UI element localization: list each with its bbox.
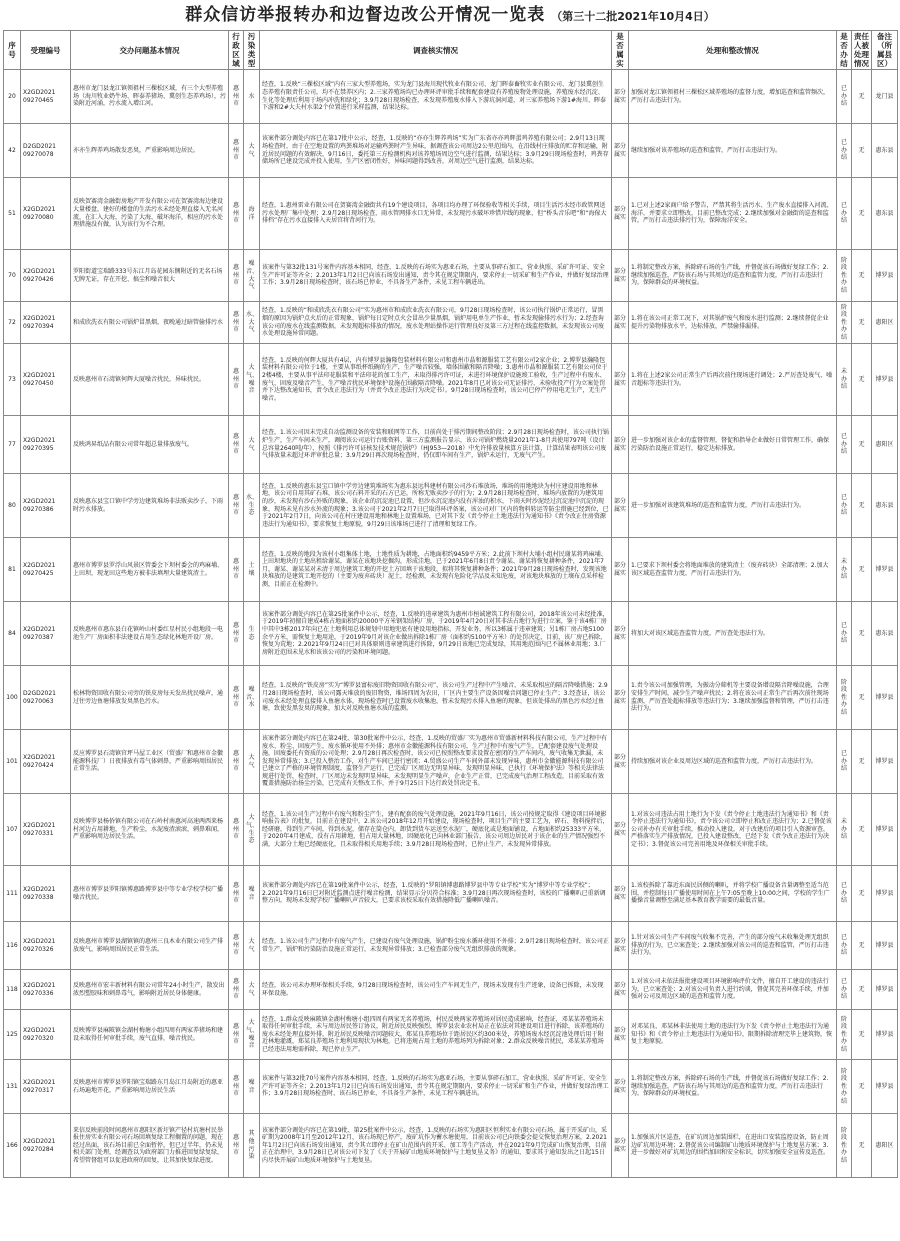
- region-cell: 惠州市: [229, 970, 244, 1010]
- rectification-text: 1.将在上述2家公司正常生产后再次前往现场进行调处；2.严厉查处废气、噪音超标等违法行为。: [629, 344, 837, 416]
- table-row: [4, 1010, 898, 1060]
- acceptance-id: X2GD2021 09270426: [21, 250, 71, 302]
- responsible-person-status: 无: [852, 302, 872, 344]
- issue-summary: 反映惠州市宏丰新材料有限公司常年24小时生产，散发出浓烈塑胶味和刺鼻毒气，影响附近居民身体健康。: [71, 970, 229, 1010]
- region-cell: 惠州市: [229, 1060, 244, 1114]
- completion-status: 已办结: [837, 970, 852, 1010]
- acceptance-id: X2GD2021 09270331: [21, 794, 71, 866]
- pollution-type: 噪音: [244, 866, 260, 922]
- region-cell: 惠州市: [229, 730, 244, 794]
- responsible-person-status: 无: [852, 1060, 872, 1114]
- acceptance-id: X2GD2021 09270424: [21, 730, 71, 794]
- issue-summary: 反映惠东县宝口镇中学旁边建筑堆场非法贩卖沙子，下雨时污水排放。: [71, 474, 229, 538]
- completion-status: 未办结: [837, 344, 852, 416]
- county-note: 博罗县: [872, 250, 898, 302]
- pollution-type: 大气: [244, 730, 260, 794]
- table-row: [4, 302, 898, 344]
- acceptance-id: X2GD2021 09270284: [21, 1114, 71, 1178]
- investigation-text: 经查，1.反映的何辉大厦共有4层，内有博罗县瀚隆包装材料有限公司和惠州市晶和源服装工艺有限公司2家企业；2.博罗县瀚隆包装材料有限公司位于1楼，主要从事纸杯纸碗的生产，生产噪音较强，墙体围蔽和隔音降噪；3.惠州市晶和源服装工艺有限公司位于2楼4楼，主要从事平法印花服装和平法印花的加工生产，未取得排污许可证，未进行环境保护设施竣工验收，生产过程中有废水、废气、固废及噪音产生，生产噪音扰民环境保护设施在围蔽隔音降噪。2021年8月已对该公司无证排污、未验收投产行为立案处罚并下达整改通知书，责令改正违法行为（并责令改正违法行为决定书）。9月28日现场检查时，该公司已停产停用电无生产，无生产噪音。: [260, 344, 612, 416]
- investigation-text: 经查，1.反映的惠东县宝口镇中学旁边建筑堆场实为惠东县远科建材有限公司沙石堆放场，堆场的用地地块为村庄建设用地和林地，该公司自用其矿石堆，该公司石料开采的石方已运，所称无贩卖沙子的行为；2.9月28日现场检查时，堆场内放置的为建筑用的沙，未发现有沙石外贩的现象，该企业的沉淀池已设置，但沙水沉淀池内没有浑浊的积水，下雨天时沙泥经过沉淀池中沉淀的现象，现场未见有沙水外流的现象；3.该公司于2021年2月7日已取得环评备案，该公司对厂区内的物料转运等防尘措施已经到位，已于2021年2月7日，向该公司在村庄建设用地和林地上设置堆场，已对其下发《责令停止土地违法行为通知书》《责令改正住房资源违法行为通知书》，要求恢复土地原貌，9月29日该堆场已进行了清理和复绿工作。: [260, 474, 612, 538]
- region-cell: 惠州市: [229, 666, 244, 730]
- verified-status: 部分属实: [612, 1060, 629, 1114]
- responsible-person-status: 无: [852, 474, 872, 538]
- investigation-text: 经查，1.反映的“和成欣洗衣有限公司”实为惠州市和成欣业洗衣有限公司，9月28日现场检查时，该公司执行锅炉正常运行，冒黑烟的原因为锅炉点火后的正常现象，锅炉每日定时点火会冒出少量黑烟，锅炉用电单生产作业，暂未发现偷排污水行为；2.经查询该公司的废水在线监测数据，未发现超标排放的情况，废水处理站操作运行管理良好及第三方过程在线监控数据，未发现该公司废水处理设施异常问题。: [260, 302, 612, 344]
- issue-summary: 反映惠州市博罗县罗阳镇宝瑞路东月岛江月岛附近的惠亚石场遍地开花，严重影响周边居民生活: [71, 1060, 229, 1114]
- region-cell: 惠州市: [229, 922, 244, 970]
- table-body: [4, 70, 898, 1178]
- table-row: [4, 474, 898, 538]
- table-row: [4, 970, 898, 1010]
- pollution-type: 大气、生态: [244, 794, 260, 866]
- acceptance-id: X2GD2021 09270387: [21, 602, 71, 666]
- responsible-person-status: 无: [852, 866, 872, 922]
- table-row: [4, 602, 898, 666]
- row-number: 101: [4, 730, 21, 794]
- county-note: 惠东县: [872, 602, 898, 666]
- completion-status: 已办结: [837, 922, 852, 970]
- pollution-type: 噪音、水: [244, 666, 260, 730]
- table-row: [4, 666, 898, 730]
- region-cell: 惠州市: [229, 178, 244, 250]
- table-row: [4, 922, 898, 970]
- issue-summary: 反应博罗县石湾镇官坪马屋工业区（贸盛厂和惠州市金徽能源科技厂）日夜排放有毒气体刺鼻，严重影响周围居民正常生活。: [71, 730, 229, 794]
- verified-status: 部分属实: [612, 474, 629, 538]
- complaints-table: [3, 30, 898, 1178]
- column-header: 备注（所属县区）: [872, 31, 898, 70]
- row-number: 116: [4, 922, 21, 970]
- column-header: 污染类型: [244, 31, 260, 70]
- pollution-type: 生态: [244, 602, 260, 666]
- row-number: 131: [4, 1060, 21, 1114]
- acceptance-id: X2GD2021 09270394: [21, 302, 71, 344]
- rectification-text: 1.对该公司违法占用土地行为下发《责令停止土地违法行为通知书》和《责令停止违法行为通知书》，责令该公司立即停止和改正违法行为；2.已督促该公司补办有关审批手续，推动投入建设，对于改建后的项目引入资源审查，严格落实生产排放情况，已投入建设整改，已经下发《责令改正违法行为决定书》；3.督促该公司完善用地及环保相关审批手续。: [629, 794, 837, 866]
- rectification-text: 进一步加强对该企业的监督管理，督促和指导企业做好日常管理工作，确保污染防治设施正常运行，稳定达标排放。: [629, 416, 837, 474]
- row-number: 77: [4, 416, 21, 474]
- region-cell: 惠州市: [229, 70, 244, 124]
- responsible-person-status: 无: [852, 970, 872, 1010]
- verified-status: 部分属实: [612, 970, 629, 1010]
- pollution-type: 大气: [244, 416, 260, 474]
- table-header-row: [4, 31, 898, 70]
- table-row: [4, 1114, 898, 1178]
- pollution-type: 土壤: [244, 538, 260, 602]
- completion-status: 已办结: [837, 416, 852, 474]
- investigation-text: 经查，该公司未办理环保相关手续，9月28日现场检查时，该公司生产车间无生产，现场未发现有生产迹象，设备已拆除，未发现环保设施。: [260, 970, 612, 1010]
- row-number: 42: [4, 124, 21, 178]
- row-number: 125: [4, 1010, 21, 1060]
- county-note: 惠东县: [872, 474, 898, 538]
- region-cell: 惠州市: [229, 866, 244, 922]
- county-note: 惠阳区: [872, 416, 898, 474]
- investigation-text: 经查，1.反映的地段为该村小组集体土地，土地性质为耕地，占地面积约9459平方米；2.此前下坝村大埔小组村民谢某将鸡麻埔、上田坝地块的土地出租给谢某，谢某在该地块挖掘沟，形成洼地，已于2021年6月8日责令谢某、谢某将恢复耕种条件，2021年7月，谢某、谢某某对未清于周边建筑工地的开挖土方回填于该地段，拟将其恢复耕种条件；2021年9月28日现场检查时，发现该地块堆放的是建筑工地开挖的（主要为废弃砖块）泥土，经检测，未发现有危险化学品及未知危废，对该地块堆放的土壤布点采样检测，目前正在检测中。: [260, 538, 612, 602]
- verified-status: 部分属实: [612, 344, 629, 416]
- pollution-type: 噪音、大气: [244, 250, 260, 302]
- issue-summary: 反映贺赛湾金融街房地产开发有限公司在贺赛湾海边建设大量楼盘，建好的楼盘的生活污水未经处理直接入无名河流，在汇入大海，污染了大海，破坏海洋，相应的污水处理措施没有做，认为该行为不合理。: [71, 178, 229, 250]
- investigation-text: 经查，1.反映的“铁皮房”实为“博罗县富标废旧物资回收有限公司”，该公司生产过程中产生噪音，未采取相应的隔音降噪措施；2.9月28日现场检查时，该公司露天堆放的废旧物资，堆场四周为农田，厂区内主要生产设备因噪音问题已停止生产；3.经查证，该公司废水未经处理直接排入鱼塘水体，现场检查时已设置废水收集池，暂未发现污水排入鱼塘的现象，但该处排出的黑色污水经过鱼塘，致使发黑发臭的现象，加大对反映鱼塘水质的监测。: [260, 666, 612, 730]
- row-number: 81: [4, 538, 21, 602]
- investigation-text: 该案件与第32批131号案件内容基本相同，经查，1.反映的石场实为惠亚石场，主要从事碎石加工，营业执照、采矿许可证、安全生产许可证等齐全；2.2013年1月2日已向该石场发出通知，责令其在规定期限内，要求停止一切采矿和生产作业，并做好复绿治理工作；3.9月28日现场检查时，该石场已停业，不具备生产条件，未见工程车辆进出。: [260, 250, 612, 302]
- acceptance-id: X2GD2021 09270080: [21, 178, 71, 250]
- rectification-text: 1.已对上述2家商户给予警告，严禁其将生活污水、生产废水直接排入河流、海洋，并要求立即整改，目前已整改完成；2.继续加强对金融街的巡查和监管，严厉打击违法排污行为，保障海洋安全。: [629, 178, 837, 250]
- verified-status: 部分属实: [612, 1010, 629, 1060]
- responsible-person-status: 无: [852, 602, 872, 666]
- completion-status: 阶段性办结: [837, 1060, 852, 1114]
- row-number: 73: [4, 344, 21, 416]
- county-note: 惠东县: [872, 124, 898, 178]
- county-note: 博罗县: [872, 866, 898, 922]
- table-row: [4, 250, 898, 302]
- region-cell: 惠州市: [229, 1114, 244, 1178]
- document-title: 群众信访举报转办和边督边改公开情况一览表: [185, 5, 546, 25]
- county-note: 博罗县: [872, 1060, 898, 1114]
- responsible-person-status: 无: [852, 70, 872, 124]
- responsible-person-status: 无: [852, 250, 872, 302]
- county-note: 惠阳区: [872, 302, 898, 344]
- verified-status: 部分属实: [612, 250, 629, 302]
- rectification-text: 1.将制定整改方案，拆除碎石场的生产线，并督促该石场做好复绿工作；2.继续加强巡查，严防该石场与其周边的巡查和监管力度，严厉打击违法行为，保障群众的环境权益。: [629, 250, 837, 302]
- region-cell: 惠州市: [229, 538, 244, 602]
- responsible-person-status: 无: [852, 416, 872, 474]
- table-row: [4, 1060, 898, 1114]
- column-header: 是否办结: [837, 31, 852, 70]
- column-header: 交办问题基本情况: [71, 31, 229, 70]
- verified-status: 部分属实: [612, 124, 629, 178]
- column-header: 处理和整改情况: [629, 31, 837, 70]
- column-header: 责任人被处理情况: [852, 31, 872, 70]
- region-cell: 惠州市: [229, 250, 244, 302]
- issue-summary: 松林物资回收有限公司旁的铁皮房每天发出扰民噪声，通过往旁边鱼塘排放发臭黑色污水。: [71, 666, 229, 730]
- row-number: 51: [4, 178, 21, 250]
- county-note: 博罗县: [872, 922, 898, 970]
- responsible-person-status: 无: [852, 1010, 872, 1060]
- acceptance-id: X2GD2021 09270326: [21, 922, 71, 970]
- issue-summary: 亦亦生辉养鸡场散发恶臭，严重影响周边居民。: [71, 124, 229, 178]
- table-row: [4, 178, 898, 250]
- completion-status: 阶段性办结: [837, 1114, 852, 1178]
- row-number: 118: [4, 970, 21, 1010]
- county-note: 博罗县: [872, 538, 898, 602]
- column-header: 调查核实情况: [260, 31, 612, 70]
- completion-status: 阶段性办结: [837, 302, 852, 344]
- region-cell: 惠州市: [229, 344, 244, 416]
- pollution-type: 水、生态: [244, 474, 260, 538]
- title-bar: [0, 0, 900, 30]
- responsible-person-status: 无: [852, 922, 872, 970]
- document-subtitle: （第三十二批2021年10月4日）: [551, 10, 715, 23]
- issue-summary: 反映博罗县杨侨镇有限公司在石岭村南惠河高速两西来杨村河边占用耕地，生产粉尘，水泥废渣滚滚，刺鼻难闻，严重影响周边居民生活。: [71, 794, 229, 866]
- pollution-type: 噪音: [244, 1060, 260, 1114]
- rectification-text: 1.责令该公司加强管理，为振动分筛机等主要设备增设隔音降噪设施，合理安排生产时间，减少生产噪声扰民；2.将在该公司正常生产后再次前往现场监测，严厉查处超标排放等违法行为；3.继续加强监督和管理，严厉打击违法行为。: [629, 666, 837, 730]
- investigation-text: 经查，1.反映“三棵松区域”内有三家大型养殖场，实为龙门县海川现代牧业有限公司、龙门晖泰畜牧实业有限公司、龙门县冀创生态养殖有限责任公司，均不在禁养区内；2.三家养殖场均已办理环评审批手续和配套建设有养殖废物处理设施，养殖废水经沉淀、生化等处理后利用于场内冲洗和绿化；3.9月28日现场检查，未发现养殖废水排入下游坑洞河道，对三家养殖场下游1#海川、晖泰下游和2#大夫村水渠2个位置进行采样监测，结果达标。: [260, 70, 612, 124]
- responsible-person-status: 无: [852, 344, 872, 416]
- issue-summary: 来信反映前段时间惠州市惠阳区新圩镇产径村坑塘村民举报住房实业有限公司石场回填复绿工程搁置的问题，现在经过出面，该石场目前已全面暂停，但已过半年，仍未见相关部门处理，经调查以为政府部门力推进回复绿复绿，希望管督组可以促进政府的回复，让其加快复绿进度。: [71, 1114, 229, 1178]
- completion-status: 阶段性办结: [837, 666, 852, 730]
- completion-status: 已办结: [837, 178, 852, 250]
- row-number: 20: [4, 70, 21, 124]
- acceptance-id: X2GD2021 09270450: [21, 344, 71, 416]
- county-note: 博罗县: [872, 794, 898, 866]
- responsible-person-status: 无: [852, 538, 872, 602]
- pollution-type: 海洋: [244, 178, 260, 250]
- investigation-text: 经查，1.该公司因未完成自动监测设备的安装和联网等工作，目前尚处于排污期间整改阶段；2.9月28日现场检查时，该公司执行锅炉生产，生产车间未生产，调阅该公司运行台账资料、第三方监测报告显示，该公司锅炉燃烧量2021年1-8月共使用797吨（设计总容量2640吨/年），按照《排污许可证核发技术规范锅炉》（HJ953—2018）中允许排放量核算方法计算，计算结果表明该公司废气排放量未超过环评审批总量；3.9月29日再次现场检查时，仍仅即车间有生产，锅炉未运行，无废气产生。: [260, 416, 612, 474]
- region-cell: 惠州市: [229, 794, 244, 866]
- pollution-type: 水、大气: [244, 302, 260, 344]
- region-cell: 惠州市: [229, 416, 244, 474]
- table-row: [4, 344, 898, 416]
- issue-summary: 反映鸿昇纸品有限公司常年超总量排放废气。: [71, 416, 229, 474]
- rectification-text: 1.对该公司未依法报批建设项目环境影响评价文件，擅自开工建设的违法行为，已立案查处；2.对该公司负责人进行约谈，督促其完善环保手续，并加强对公司及周边区域的巡查和监管力度。: [629, 970, 837, 1010]
- row-number: 111: [4, 866, 21, 922]
- issue-summary: 惠州市博罗县罗阳镇博惠路博罗县中等专业学校学校广播噪音扰民。: [71, 866, 229, 922]
- county-note: 博罗县: [872, 344, 898, 416]
- rectification-text: 持续加强对该企业及周边区域的巡查和监管力度，严厉打击违法行为。: [629, 730, 837, 794]
- completion-status: 已办结: [837, 866, 852, 922]
- issue-summary: 反映博罗县麻陂镇金湖村梅塘小组四周有两家养猪场和建设未取得任何审批手续，废气直排，噪音扰民。: [71, 1010, 229, 1060]
- issue-summary: 反映惠州市惠东县白花镇岭山村委红星村民小组地段一电池生产厂房面积非法建设占用生态绿化林地开设厂房。: [71, 602, 229, 666]
- verified-status: 部分属实: [612, 730, 629, 794]
- column-header: 行政区域: [229, 31, 244, 70]
- rectification-text: 1.已要求下坝村委会将地面堆放的建筑渣土（废弃砖块）全部清理；2.加大该区域巡查监管力度，严厉打击违法行为。: [629, 538, 837, 602]
- investigation-text: 该案件部分调处内容已在第24批、第30批案件中公示，经查，1.反映的贸盛厂实为惠州市贸盛新材料科技有限公司，生产过程中有废水、粉尘、固废产生，废水循环使用不外排；惠州市金徽能源科技有限公司，生产过程中有废气产生，已配套建设废气处理设施，固废委托有资质的公司处理；2.9月28日再次检查时，该公司已按照整改要求设置在密闭的生产车间内，废气收集无泄漏，未发现异常排放；3.已投入整治工作，对生产车间已进行密闭；4.贸盛公司生产车间外部未发现异味，惠州市金徽能源科技有限公司已建立了严格的环境管理制度，监督生产运行，已完成厂区周边无明显异味，发现明显异味，已执行《环境保护法》等相关法律法规进行处罚，检查时，厂区周边未发现明显异味，未发现明显生产噪声，企业生产正常，已完成废气治理工程改造，目前采取有效覆盖措施防治扬尘污染，已完成有关整改工作，并于9月25日下达行政处罚决定书。: [260, 730, 612, 794]
- pollution-type: 大气、噪音: [244, 1010, 260, 1060]
- completion-status: 已办结: [837, 730, 852, 794]
- rectification-text: 1.将制定整改方案，拆除碎石场的生产线，并督促该石场做好复绿工作；2.继续加强巡查，严防该石场与其周边的巡查和监管力度，严厉打击违法行为，保障群众的环境权益。: [629, 1060, 837, 1114]
- verified-status: 部分属实: [612, 866, 629, 922]
- completion-status: 阶段性办结: [837, 250, 852, 302]
- verified-status: 部分属实: [612, 666, 629, 730]
- completion-status: 阶段性办结: [837, 1010, 852, 1060]
- region-cell: 惠州市: [229, 1010, 244, 1060]
- table-row: [4, 538, 898, 602]
- responsible-person-status: 无: [852, 178, 872, 250]
- investigation-text: 经查，1.惠州雷业有限公司在贺赛湾金融街共有19个建设项目，各项目均办理了环保验收等相关手续，项目生活污水经市政管网送污水处理厂集中处理；2.9月28日现场检查，雨水管网排水口无异常，未发现污水破坏珍惜岸线的现象，但“桥头音乐吧”和“海傢大排档”存在污水直接排入天居宫将背河行为。: [260, 178, 612, 250]
- county-note: 博罗县: [872, 970, 898, 1010]
- rectification-text: 1.加强该片区巡查，在矿坑周边加装围栏，在进出口安装监控设备，防止周边矿坑周边环境；2.督促该公司编制矿山地质环境保护与土地复垦方案；3.进一步做好对矿坑周边的围挡加固和安全标识，切实加强安全宣传及巡查。: [629, 1114, 837, 1178]
- region-cell: 惠州市: [229, 474, 244, 538]
- county-note: 博罗县: [872, 1010, 898, 1060]
- completion-status: 已办结: [837, 124, 852, 178]
- table-row: [4, 70, 898, 124]
- investigation-text: 该案件与第32批70号案件内容基本相同，经查，1.反映的石场实为惠亚石场，主要从事碎石加工，营业执照、采矿许可证、安全生产许可证等齐全；2.2013年1月2日已向该石场发出通知，责令其在规定期限内，要求停止一切采矿和生产作业，并做好复绿治理工作；3.9月28日现场检查时，该石场已停业，不具备生产条件，未见工程车辆进出。: [260, 1060, 612, 1114]
- rectification-text: 继续加强对该养殖场的巡查和监管，严厉打击违法行为。: [629, 124, 837, 178]
- issue-summary: 惠州市博罗县罗浮山风景区管委会下坝村委会的鸡麻埔、上田坝，现龙田这些地方被非法填埋大量建筑渣土。: [71, 538, 229, 602]
- row-number: 100: [4, 666, 21, 730]
- rectification-text: 1.将在该公司正常工况下，对其锅炉废气和废水进行监测；2.继续督促企业提升污染物排放水平，达标排放，严禁偷排漏排。: [629, 302, 837, 344]
- acceptance-id: X2GD2021 09270465: [21, 70, 71, 124]
- issue-summary: 和成欣洗衣有限公司锅炉冒黑烟，夜晚通过暗管偷排污水: [71, 302, 229, 344]
- issue-summary: 惠州市龙门县龙江镇领祖村三棵松区域，有三个大型养殖场（海川牧业奶牛场、晖泰养猪场、冀创生态养鸡场），污染附近河涌，污水流入增江河。: [71, 70, 229, 124]
- table-row: [4, 416, 898, 474]
- column-header: 受理编号: [21, 31, 71, 70]
- verified-status: 部分属实: [612, 416, 629, 474]
- table-row: [4, 866, 898, 922]
- region-cell: 惠州市: [229, 602, 244, 666]
- region-cell: 惠州市: [229, 124, 244, 178]
- table-row: [4, 794, 898, 866]
- county-note: 惠阳区: [872, 1114, 898, 1178]
- row-number: 166: [4, 1114, 21, 1178]
- verified-status: 部分属实: [612, 70, 629, 124]
- pollution-type: 大气: [244, 922, 260, 970]
- rectification-text: 加强对龙江镇领祖村三棵松区域养殖场的监督力度，增加巡查和监管频次，严厉打击违法行为。: [629, 70, 837, 124]
- rectification-text: 1.该校拆除了靠近东面民居侧的喇叭，并将学校广播设备音量调整至适当范围，并控制每日广播使用时间在上午7:05至晚上10:00之间，学校的学生广播操音量调整至满足基本教育教学需要的最低音量。: [629, 866, 837, 922]
- pollution-type: 大气: [244, 970, 260, 1010]
- row-number: 80: [4, 474, 21, 538]
- row-number: 84: [4, 602, 21, 666]
- verified-status: 部分属实: [612, 794, 629, 866]
- rectification-text: 对邓某良、邓某林非法使用土地的违法行为下发《责令停止土地违法行为通知书》和《责令停止土地违法行为通知书》，限期拆除清理完毕上建筑物，恢复土地原貌。: [629, 1010, 837, 1060]
- acceptance-id: X2GD2021 09270336: [21, 970, 71, 1010]
- verified-status: 部分属实: [612, 302, 629, 344]
- completion-status: 未办结: [837, 794, 852, 866]
- region-cell: 惠州市: [229, 302, 244, 344]
- verified-status: 部分属实: [612, 1114, 629, 1178]
- responsible-person-status: 无: [852, 1114, 872, 1178]
- verified-status: 部分属实: [612, 922, 629, 970]
- acceptance-id: D2GD2021 09270063: [21, 666, 71, 730]
- acceptance-id: X2GD2021 09270320: [21, 1010, 71, 1060]
- investigation-text: 经查，1.群众反映麻陂镇金湖村梅塘小组四周有两家无名养殖场，村民反映两家养殖场对居民造成影响，经查证，邓某某养殖场未取得任何审批手续，未与周边居民签订协议，附近居民反映强烈，博罗县农业农村局正在依法对其建设项目进行拆除，该养殖场的废水未经处理直接外排，附近居民反映噪音问题较大，郑某良养殖场位于距居民区约300米处，养殖场废水经沉淀池处理后用于附近林地灌溉，郑某良养殖场土地利用现状为林地，已将违规占用土地的养殖场列为拆除对象；2.群众反映噪音扰民，邓某某养殖场已经违法用地需拆除，现已停止生产。: [260, 1010, 612, 1060]
- rectification-text: 进一步加强对该建筑堆场的巡查和监管力度，严厉打击违法行为。: [629, 474, 837, 538]
- rectification-text: 将加大对该区域巡查监管力度，严厉查处违法行为。: [629, 602, 837, 666]
- investigation-text: 该案件部分调处内容已在第19批案件中公示，经查，1.反映的“罗阳镇博惠路博罗县中等专业学校”实为“博罗中等专业学校”；2.2021年9月16日已对附近监测点进行噪音检测，结果显示分贝符合标准；3.9月28日再次现场检查时，该校的广播喇叭已重新调整方向，现场未发现学校广播喇叭声音较大，已要求该校采取有效措施降低广播喇叭噪音。: [260, 866, 612, 922]
- county-note: 惠东县: [872, 178, 898, 250]
- pollution-type: 水: [244, 70, 260, 124]
- investigation-text: 该案件部分调处内容已在第19批、第25批案件中公示，经查，1.反映的石场实为惠阳区恒利实业有限公司石场，属于开采矿山，采矿期为2008年1月至2012年12月，该石场现已停产，废矿坑作为蓄水塘使用，目前该公司已向铁委会提交恢复治理方案，2.2021年1月2日已向该石场发出通知，责令其立即停止在矿山范围内的开采、加工等生产活动，并在2021年9月完成矿山恢复治理，目前正在治理中，3.9月28日已对该公司下发了《关于开展矿山地质环境保护与土地复垦义务》的通知，要求其于通知发出之日起15日内尽快开展矿山地质环境保护与土地复垦。: [260, 1114, 612, 1178]
- verified-status: 部分属实: [612, 178, 629, 250]
- pollution-type: 其他污染: [244, 1114, 260, 1178]
- pollution-type: 大气: [244, 124, 260, 178]
- verified-status: 部分属实: [612, 538, 629, 602]
- row-number: 72: [4, 302, 21, 344]
- county-note: 博罗县: [872, 666, 898, 730]
- investigation-text: 经查，1.该公司生产过程中有废气和粉尘产生，建有配套的废气处理设施，2021年9月16日，该公司按规定取得《建设项目环境影响报告表》的批复，目前正在建设中，2.该公司2018年12月开始建设，现场检查时，项目生产的主要工艺为，碎石、物料搅拌后，经研磨，得到生产车间，得到水泥，储存在筒仓内，卸货到货车运送至水泥厂，硬底化或是地面铺设，占地面积约25333平方米，于2020年4月建成，没有占用耕地，但占用大量林地，因硬底化已向林业部门报告，该公司周边居民对于该企业的生产情况强烈不满，大部分土地已经硬底化，且未取得相关用地手续；3.9月28日现场检查时，已停止生产，未发现异常排放。: [260, 794, 612, 866]
- acceptance-id: X2GD2021 09270317: [21, 1060, 71, 1114]
- table-row: [4, 730, 898, 794]
- responsible-person-status: 无: [852, 124, 872, 178]
- completion-status: 未办结: [837, 538, 852, 602]
- rectification-text: 1.针对该公司生产车间废气收集不完善，产生的部分废气未收集处理无组织排放的行为，已立案查处；2.继续加强对该公司的巡查和监管，严厉打击违法行为。: [629, 922, 837, 970]
- acceptance-id: X2GD2021 09270338: [21, 866, 71, 922]
- county-note: 博罗县: [872, 730, 898, 794]
- table-row: [4, 124, 898, 178]
- acceptance-id: D2GD2021 09270078: [21, 124, 71, 178]
- acceptance-id: X2GD2021 09270395: [21, 416, 71, 474]
- responsible-person-status: 无: [852, 666, 872, 730]
- row-number: 107: [4, 794, 21, 866]
- row-number: 70: [4, 250, 21, 302]
- completion-status: 已办结: [837, 474, 852, 538]
- pollution-type: 大气、噪音: [244, 344, 260, 416]
- county-note: 龙门县: [872, 70, 898, 124]
- column-header: 是否属实: [612, 31, 629, 70]
- investigation-text: 经查，1.该公司生产过程中有废气产生，已建设有废气处理设施，锅炉粉尘废水循环使用不外排；2.9月28日现场检查时，该公司正常生产，锅炉和污染防治设施正常运行，未发现异常排放；3.已检查部分废气无组织排放的现象。: [260, 922, 612, 970]
- issue-summary: 反映惠州市博罗县湖镇镇的惠州三良木业有限公司生产排放废气，影响周围居民正常生活。: [71, 922, 229, 970]
- investigation-text: 该案件部分调处内容已在第17批中公示，经查，1.反映的“亦亦生辉养鸡场”实为广东省亦亦鸡辉蛋鸡养殖有限公司；2.9月13日现场检查时，由于在空地设置的鸡粪堆场对运输鸡粪时产生异味，据调查该公司周边2公里范围内，在沿线村庄排放的贮存和运输，附近居民问题的有效解决，9月16日，委托第三方检测机构对该养殖场周边空气进行监测，结果达标；3.9月29日现场检查时，鸡粪存储场所已建设完成并投入使用，生产区密闭性好，异味问题得到改善，对周边空气进行监测，结果达标。: [260, 124, 612, 178]
- issue-summary: 反映惠州市石湾镇何辉大厦噪音扰民，异味扰民。: [71, 344, 229, 416]
- acceptance-id: X2GD2021 09270425: [21, 538, 71, 602]
- acceptance-id: X2GD2021 09270386: [21, 474, 71, 538]
- verified-status: 部分属实: [612, 602, 629, 666]
- column-header: 序号: [4, 31, 21, 70]
- completion-status: 已办结: [837, 602, 852, 666]
- completion-status: 已办结: [837, 70, 852, 124]
- responsible-person-status: 无: [852, 730, 872, 794]
- responsible-person-status: 无: [852, 794, 872, 866]
- issue-summary: 罗阳街道宝瑞路333号东江月岛花园东侧附近的无名石场无牌无证，存在开挖、搞尘和噪音很大: [71, 250, 229, 302]
- investigation-text: 该案件部分调处内容已在第25批案件中公示，经查，1.反映的违章建筑为惠州市桓诚建筑工程有限公司，2018年该公司未经批准，于2019年初擅自建成4栋占地面积约20000平方米钢架结构厂房，于2019年4月20日对其非法占地行为进行立案，鉴于该4栋厂房中其中3栋2017年向已在土地利用总体规划中用地兜底有建设用地指标，开发业务，所以3栋属于违章建筑；另1栋厂房占地5100余平方米，需恢复土地用途，于2019年9月对该企业做出拆除1栋厂房（面积约5100平方米）的处罚决定，目前，该厂房已拆除，恢复为荒地；2.2021年9月24日已对具体原则违章建筑进行拆除，9月29日该地已完成复绿，其用地范围内已不属林业用地；3.厂房附近范围未见水和该该公司的污染和环境问题。: [260, 602, 612, 666]
